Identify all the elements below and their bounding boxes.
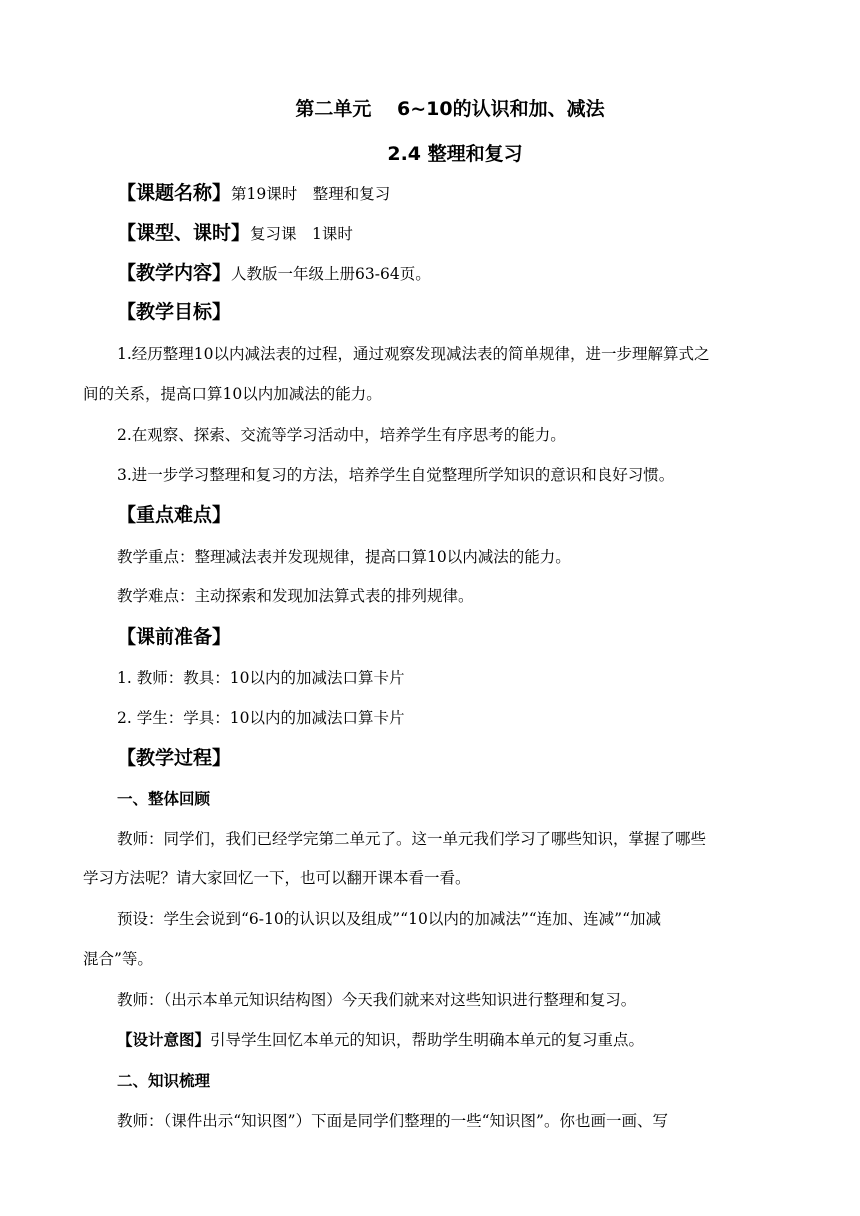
teacher-1-line-1: 教师：同学们，我们已经学完第二单元了。这一单元我们学习了哪些知识，掌握了哪些 [117,830,707,848]
design-intent-text: 引导学生回忆本单元的知识，帮助学生明确本单元的复习重点。 [210,1031,645,1049]
section-prep-heading: 【课前准备】 [117,626,232,648]
teacher-2: 教师：（出示本单元知识结构图）今天我们就来对这些知识进行整理和复习。 [117,991,637,1009]
prep-student: 2. 学生：学具：10以内的加减法口算卡片 [117,709,405,727]
meta-name-label: 【课题名称】 [117,182,232,204]
prep-teacher: 1. 教师：教具：10以内的加减法口算卡片 [117,669,405,687]
goal-1-line-2: 间的关系，提高口算10以内加减法的能力。 [83,385,382,403]
preset-line-1: 预设：学生会说到“6-10的认识以及组成”“10以内的加减法”“连加、连减”“加减 [117,910,662,928]
meta-type-label: 【课型、课时】 [117,222,251,244]
part-1-title: 一、整体回顾 [117,790,211,808]
section-process-heading: 【教学过程】 [117,747,232,769]
meta-name-value: 第19课时 整理和复习 [231,185,391,203]
unit-title: 第二单元 6~10的认识和加、减法 [295,98,605,120]
part-2-title: 二、知识梳理 [117,1072,211,1090]
design-intent [117,1028,644,1050]
design-intent-label: 【设计意图】 [117,1031,211,1049]
teacher-3: 教师：（课件出示“知识图”）下面是同学们整理的一些“知识图”。你也画一画、写 [117,1112,668,1130]
key-focus: 教学重点：整理减法表并发现规律，提高口算10以内减法的能力。 [117,548,571,566]
section-goals-heading: 【教学目标】 [117,301,232,323]
key-difficulty: 教学难点：主动探索和发现加法算式表的排列规律。 [117,587,474,605]
meta-content-value: 人教版一年级上册63-64页。 [231,265,431,283]
goal-2: 2.在观察、探索、交流等学习活动中，培养学生有序思考的能力。 [117,426,566,444]
meta-type-row [117,218,353,245]
meta-type-value: 复习课 1课时 [250,225,353,243]
meta-content-row [117,258,431,285]
goal-1-line-1: 1.经历整理10以内减法表的过程，通过观察发现减法表的简单规律，进一步理解算式之 [117,345,710,363]
teacher-1-line-2: 学习方法呢？请大家回忆一下，也可以翻开课本看一看。 [83,869,471,887]
meta-name-row [117,178,390,205]
meta-content-label: 【教学内容】 [117,262,232,284]
goal-3: 3.进一步学习整理和复习的方法，培养学生自觉整理所学知识的意识和良好习惯。 [117,466,675,484]
section-key-heading: 【重点难点】 [117,504,232,526]
lesson-title: 2.4 整理和复习 [387,143,523,165]
preset-line-2: 混合”等。 [83,950,153,968]
